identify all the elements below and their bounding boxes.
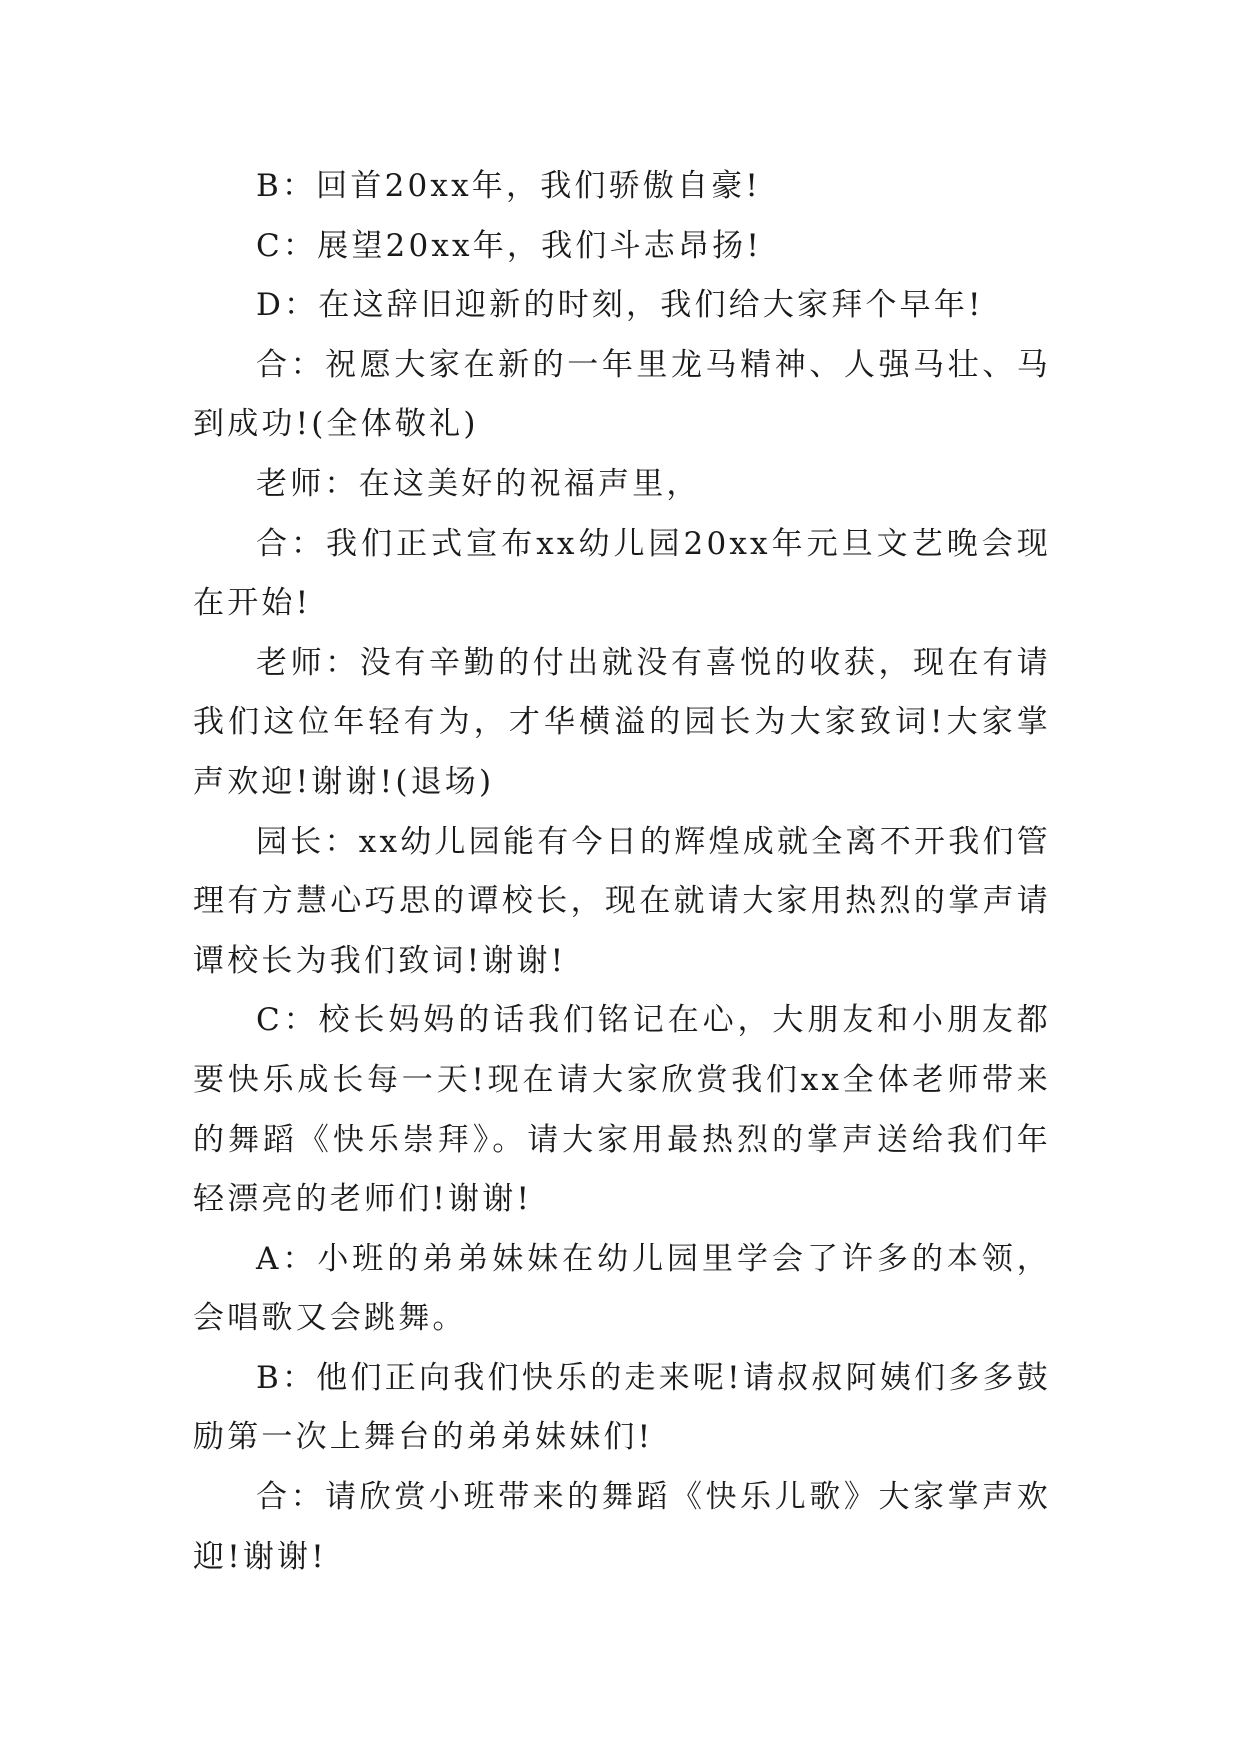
document-body <box>193 157 1051 1587</box>
paragraph-a-small-class: A：小班的弟弟妹妹在幼儿园里学会了许多的本领，会唱歌又会跳舞。 <box>193 1240 1051 1337</box>
paragraph-teacher-invite-director: 老师：没有辛勤的付出就没有喜悦的收获，现在有请我们这位年轻有为，才华横溢的园长为大家致词!大家掌声欢迎!谢谢!(退场) <box>193 644 1051 800</box>
paragraph-b-look-back: B：回首20xx年，我们骄傲自豪! <box>256 168 762 204</box>
paragraph-teacher-blessing: 老师：在这美好的祝福声里， <box>256 465 701 502</box>
paragraph-b-encourage: B：他们正向我们快乐的走来呢!请叔叔阿姨们多多鼓励第一次上舞台的弟弟妹妹们! <box>193 1359 1051 1456</box>
paragraph-c-look-ahead: C：展望20xx年，我们斗志昂扬! <box>256 227 762 264</box>
paragraph-chorus-wishes: 合：祝愿大家在新的一年里龙马精神、人强马壮、马到成功!(全体敬礼) <box>193 346 1051 443</box>
paragraph-chorus-small-class-dance: 合：请欣赏小班带来的舞蹈《快乐儿歌》大家掌声欢迎!谢谢! <box>193 1479 1051 1575</box>
paragraph-chorus-announce-start: 合：我们正式宣布xx幼儿园20xx年元旦文艺晚会现在开始! <box>193 525 1051 622</box>
paragraph-c-teacher-dance: C：校长妈妈的话我们铭记在心，大朋友和小朋友都要快乐成长每一天!现在请大家欣赏我们xx全体老师带来的舞蹈《快乐崇拜》。请大家用最热烈的掌声送给我们年轻漂亮的老师们!谢谢! <box>193 1002 1051 1218</box>
paragraph-d-new-year-greeting: D：在这辞旧迎新的时刻，我们给大家拜个早年! <box>256 287 984 324</box>
paragraph-director-speech: 园长：xx幼儿园能有今日的辉煌成就全离不开我们管理有方慧心巧思的谭校长，现在就请大家用热烈的掌声请谭校长为我们致词!谢谢! <box>193 823 1051 979</box>
